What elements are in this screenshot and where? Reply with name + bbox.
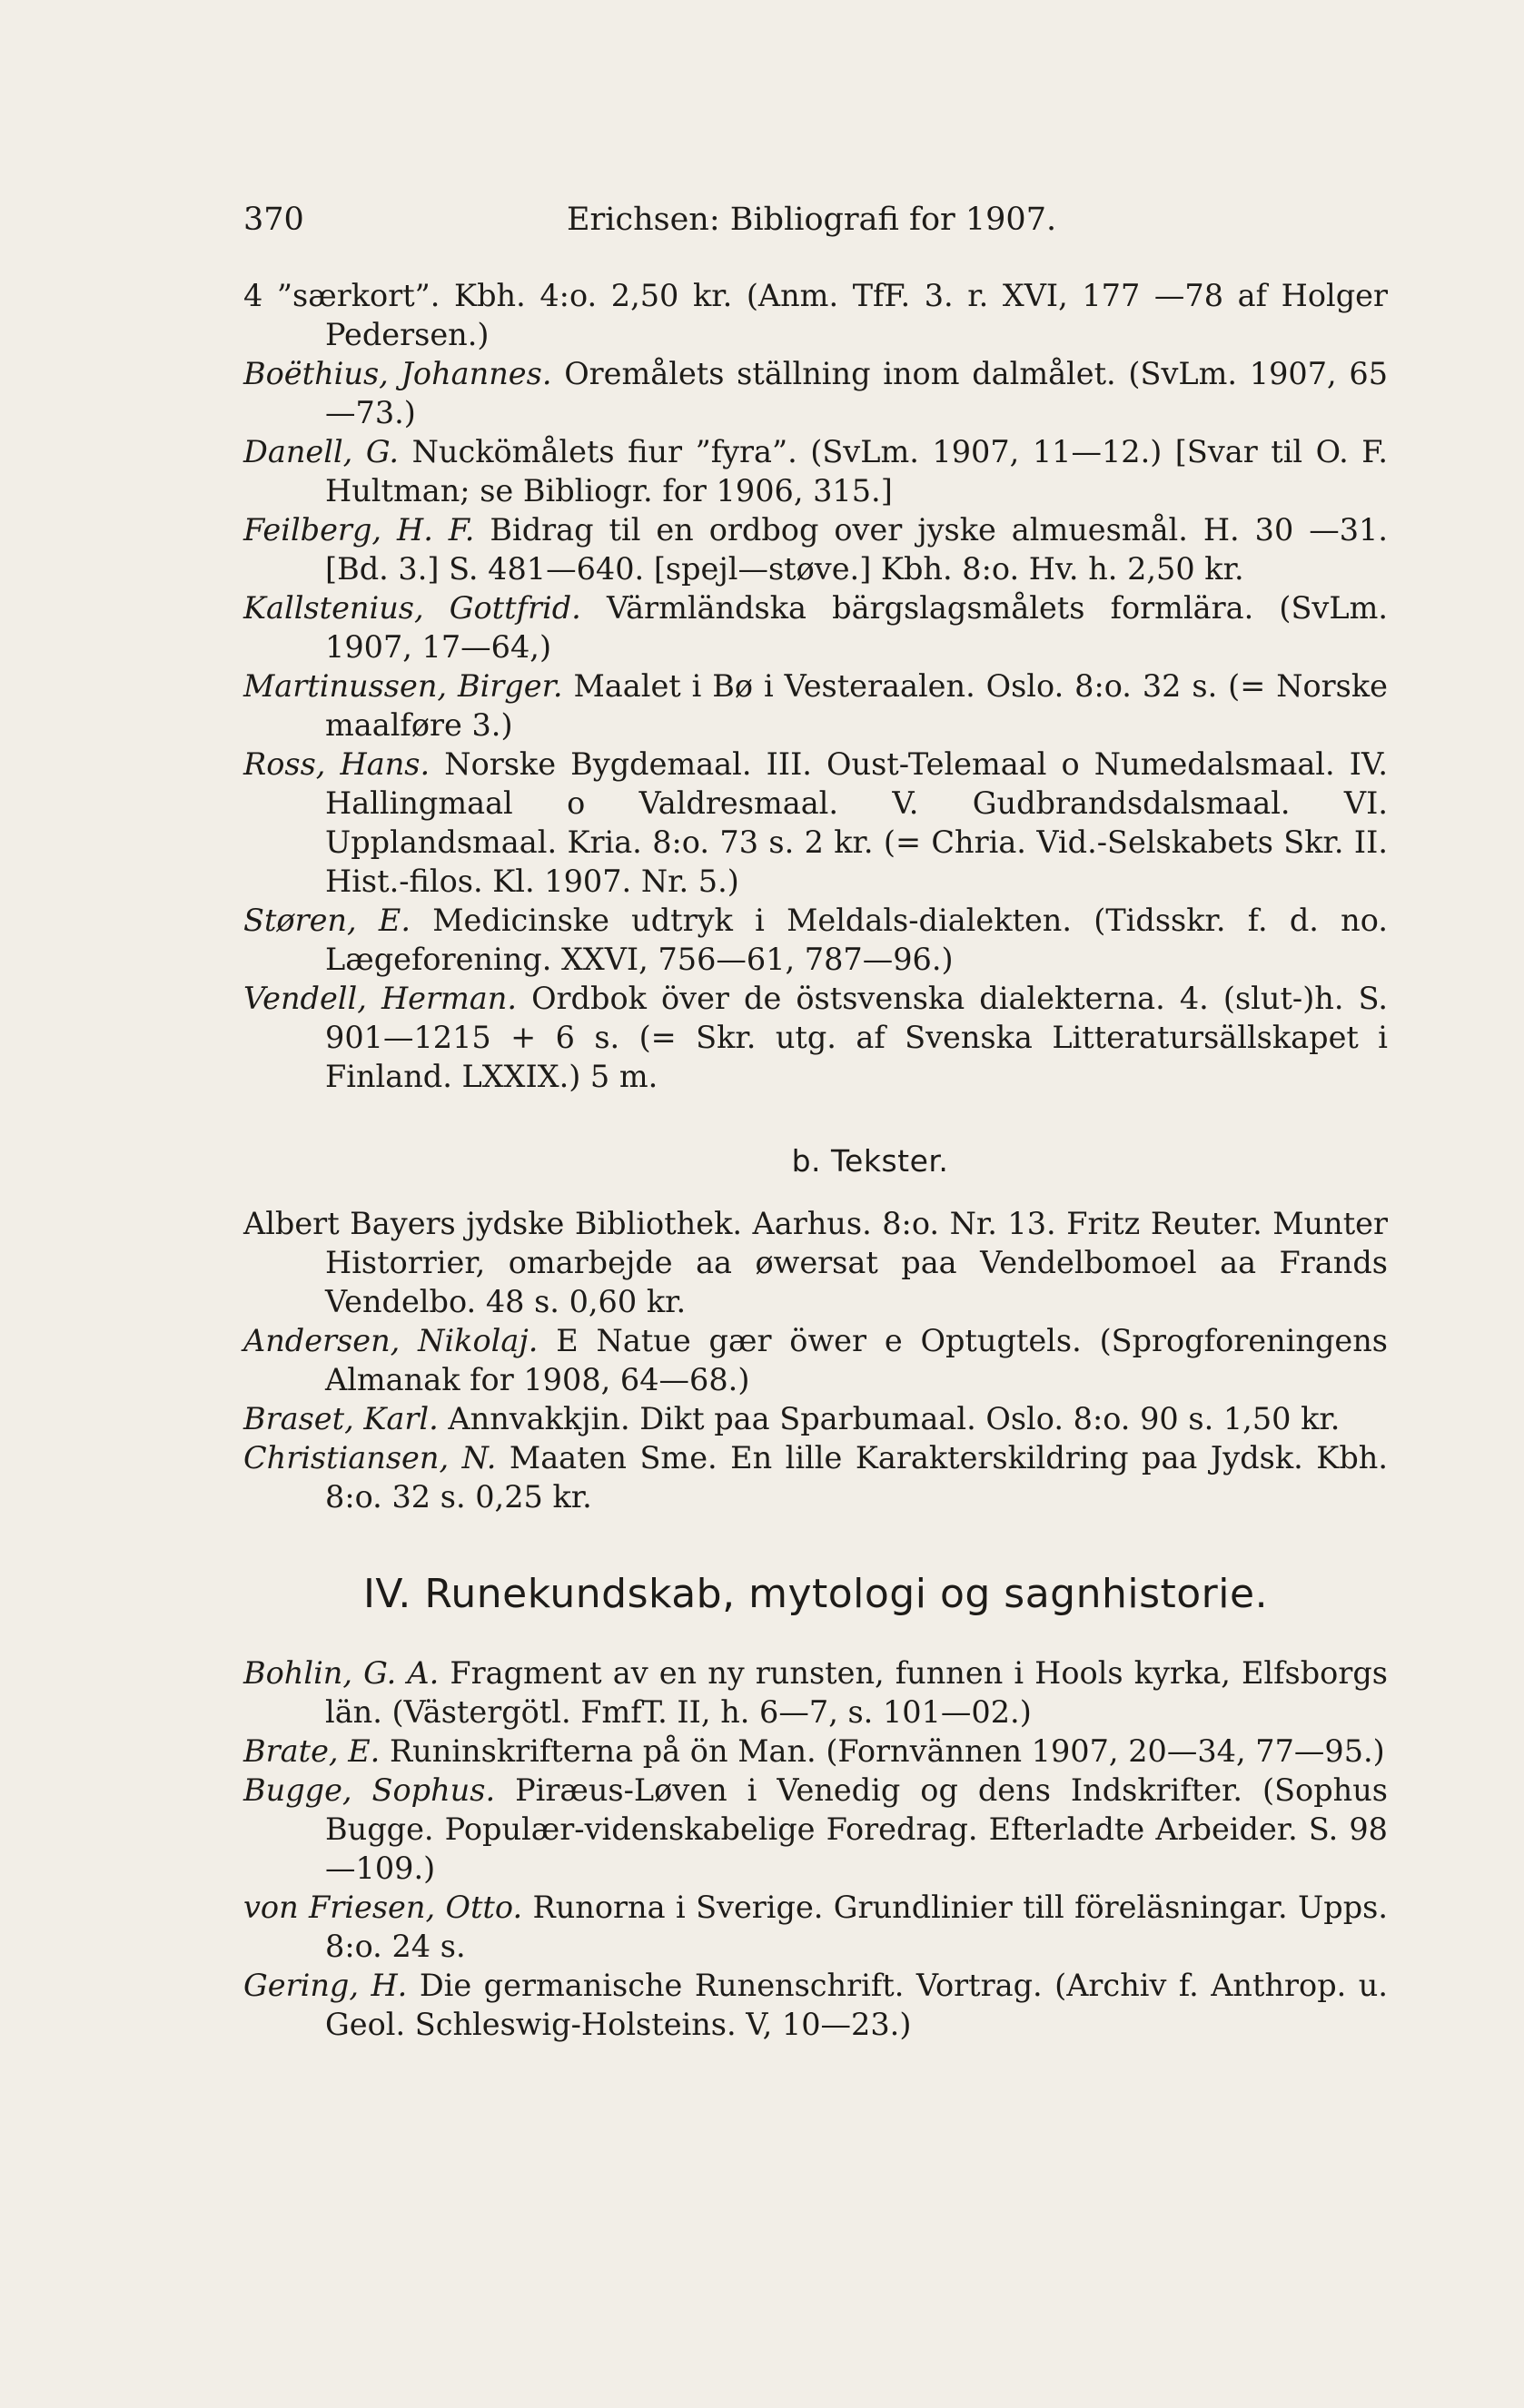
bibliography-entry xyxy=(243,979,1388,1096)
bibliography-entry xyxy=(243,510,1388,588)
entry-text: Maaten Sme. En lille Karakterskildring paa Jydsk. Kbh. 8:o. 32 s. 0,25 kr. xyxy=(325,1440,1388,1515)
entry-text: Runorna i Sverige. Grundlinier till föreläsningar. Upps. 8:o. 24 s. xyxy=(325,1890,1388,1964)
bibliography-entry xyxy=(243,276,1388,354)
entry-text: Fragment av en ny runsten, funnen i Hools kyrka, Elfsborgs län. (Västergötl. FmfT. II, h. 6—7, s. 101—02.) xyxy=(325,1655,1388,1730)
bibliography-entry xyxy=(243,1321,1388,1399)
entry-text: Runinskrifterna på ön Man. (Fornvännen 1907, 20—34, 77—95.) xyxy=(389,1733,1385,1769)
bibliography-entry xyxy=(243,588,1388,666)
entry-text: Norske Bygdemaal. III. Oust-Telemaal o Numedalsmaal. IV. Hallingmaal o Valdresmaal. V. Gudbrandsdalsmaal. VI. Upplandsmaal. Kria. 8:o. 73 s. 2 kr. (= Chria. Vid.-Selskabets Skr. II. Hist.-filos. Kl. 1907. Nr. 5.) xyxy=(325,746,1388,899)
entry-author: Gering, H. xyxy=(243,1968,408,2003)
bibliography-entry xyxy=(243,432,1388,510)
entry-author: Bohlin, G. A. xyxy=(243,1655,440,1691)
entry-text: Ordbok över de östsvenska dialekterna. 4. (slut-)h. S. 901—1215 + 6 s. (= Skr. utg. af Svenska Litteratursällskapet i Finland. LXXIX.) 5 m. xyxy=(325,981,1389,1094)
bibliography-entry xyxy=(243,1771,1388,1888)
bibliography-entry xyxy=(243,1732,1388,1771)
entry-author: Støren, E. xyxy=(243,903,411,938)
running-title: Erichsen: Bibliografi for 1907. xyxy=(567,202,1057,238)
bibliography-entry xyxy=(243,1966,1388,2044)
entry-text: Albert Bayers jydske Bibliothek. Aarhus. 8:o. Nr. 13. Fritz Reuter. Munter Historrier, omarbejde aa øwersat paa Vendelbomoel aa Frands Vendelbo. 48 s. 0,60 kr. xyxy=(243,1206,1388,1319)
entry-text: Maalet i Bø i Vesteraalen. Oslo. 8:o. 32 s. (= Norske maalføre 3.) xyxy=(325,668,1389,743)
page-number: 370 xyxy=(243,202,304,238)
entry-text: Värmländska bärgslagsmålets formlära. (SvLm. 1907, 17—64,) xyxy=(325,590,1388,665)
bibliography-entry xyxy=(243,1888,1388,1966)
entry-text: Piræus-Løven i Venedig og dens Indskrifter. (Sophus Bugge. Populær-videnskabelige Foredrag. Efterladte Arbeider. S. 98—109.) xyxy=(325,1772,1388,1886)
entry-author: Christiansen, N. xyxy=(243,1440,497,1475)
entry-text: Medicinske udtryk i Meldals-dialekten. (Tidsskr. f. d. no. Lægeforening. XXVI, 756—61, 787—96.) xyxy=(325,903,1388,977)
bibliography-entry xyxy=(243,354,1388,432)
page-header xyxy=(243,202,1388,243)
entry-author: Vendell, Herman. xyxy=(243,981,517,1016)
entry-author: Kallstenius, Gottfrid. xyxy=(243,590,581,626)
entry-author: Ross, Hans. xyxy=(243,746,430,782)
entry-author: Feilberg, H. F. xyxy=(243,512,475,548)
section-heading-iv: IV. Runekundskab, mytologi og sagnhistorie. xyxy=(362,1571,1269,1617)
entry-text: Bidrag til en ordbog over jyske almuesmål. H. 30 —31. [Bd. 3.] S. 481—640. [spejl—støve.] Kbh. 8:o. Hv. h. 2,50 kr. xyxy=(325,512,1388,587)
entry-author: Braset, Karl. xyxy=(243,1401,439,1436)
entry-author: Danell, G. xyxy=(243,434,400,469)
entry-author: Brate, E. xyxy=(243,1733,381,1769)
bibliography-entry xyxy=(243,1399,1388,1438)
entry-text: Oremålets ställning inom dalmålet. (SvLm. 1907, 65—73.) xyxy=(325,356,1389,430)
bibliography-entry xyxy=(243,666,1388,745)
bibliography-entry xyxy=(243,1204,1388,1321)
bibliography-entry xyxy=(243,901,1388,979)
page-body xyxy=(243,276,1388,2044)
entry-text: Nuckömålets fiur ”fyra”. (SvLm. 1907, 11—12.) [Svar til O. F. Hultman; se Bibliogr. for 1906, 315.] xyxy=(325,434,1388,508)
entry-author: Andersen, Nikolaj. xyxy=(243,1323,539,1358)
entry-text: Annvakkjin. Dikt paa Sparbumaal. Oslo. 8:o. 90 s. 1,50 kr. xyxy=(448,1401,1341,1436)
entry-author: Martinussen, Birger. xyxy=(243,668,563,704)
subheading-tekster: b. Tekster. xyxy=(791,1143,949,1179)
bibliography-entry xyxy=(243,745,1388,901)
bibliography-entry xyxy=(243,1438,1388,1516)
entry-text: E Natue gær öwer e Optugtels. (Sprogforeningens Almanak for 1908, 64—68.) xyxy=(325,1323,1388,1397)
bibliography-entry xyxy=(243,1653,1388,1732)
entry-author: Bugge, Sophus. xyxy=(243,1772,496,1808)
entry-author: von Friesen, Otto. xyxy=(243,1890,523,1925)
entry-author: Boëthius, Johannes. xyxy=(243,356,552,391)
entry-text: 4 ”særkort”. Kbh. 4:o. 2,50 kr. (Anm. TfF. 3. r. XVI, 177 —78 af Holger Pedersen.) xyxy=(243,278,1388,352)
entry-text: Die germanische Runenschrift. Vortrag. (Archiv f. Anthrop. u. Geol. Schleswig-Holsteins. V, 10—23.) xyxy=(325,1968,1388,2042)
